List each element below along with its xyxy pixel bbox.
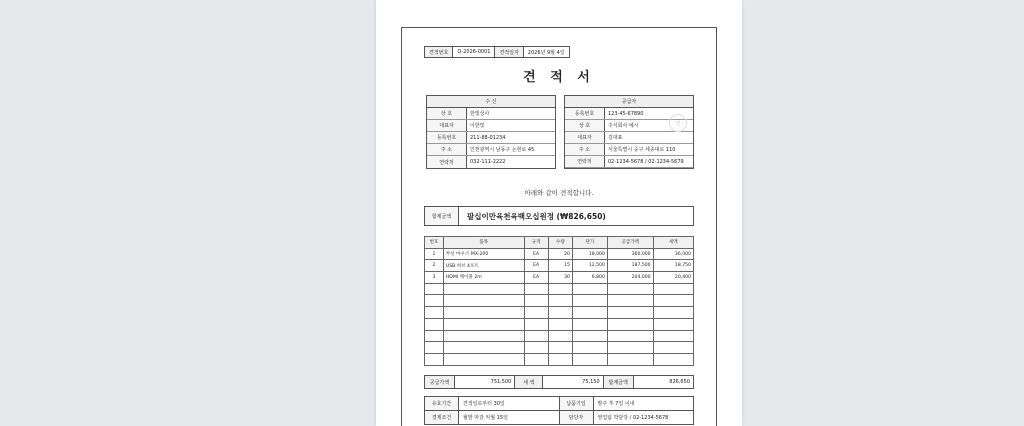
contact-label: 담당자 — [560, 411, 594, 424]
document-page — [376, 0, 742, 426]
field-label: 주 소 — [427, 144, 467, 155]
field-value: 김대표 — [608, 135, 623, 141]
table-row — [425, 307, 694, 319]
table-cell: 36,000 — [653, 248, 693, 260]
table-row — [425, 295, 694, 307]
field-value: 주식회사 예시 — [608, 123, 639, 129]
quote-date: 2026년 9월 4일 — [527, 49, 565, 56]
supplier-box — [564, 95, 694, 169]
col-header: 공급가액 — [607, 237, 653, 249]
table-cell — [425, 342, 444, 354]
field-value: 서울특별시 중구 세종대로 110 — [608, 147, 676, 153]
table-cell: 3 — [425, 272, 444, 284]
table-cell — [653, 353, 693, 365]
table-cell — [572, 330, 607, 342]
field-label: 상 호 — [565, 120, 605, 131]
table-row — [425, 318, 694, 330]
table-cell: 무선 마우스 MX-200 — [443, 248, 524, 260]
company-seal-icon: 인 — [669, 114, 687, 132]
table-cell — [548, 342, 572, 354]
table-cell: 15 — [548, 260, 572, 272]
table-cell — [548, 295, 572, 307]
table-row — [425, 353, 694, 365]
field-value: 02-1234-5678 / 02-1234-5679 — [608, 158, 684, 165]
table-cell — [524, 295, 548, 307]
recipient-heading: 수 신 — [427, 96, 555, 108]
table-cell — [425, 307, 444, 319]
quotation-form — [401, 27, 717, 426]
table-cell — [443, 342, 524, 354]
table-cell — [653, 295, 693, 307]
table-cell: 18,000 — [572, 248, 607, 260]
field-label: 대표자 — [565, 132, 605, 143]
items-body — [425, 248, 694, 365]
col-header: 단가 — [572, 237, 607, 249]
table-cell: 187,500 — [607, 260, 653, 272]
supplier-heading: 공급자 — [565, 96, 693, 108]
table-cell — [607, 330, 653, 342]
document-title: 견 적 서 — [523, 70, 595, 85]
field-label: 대표자 — [427, 120, 467, 131]
field-label: 연락처 — [565, 156, 605, 167]
table-row — [425, 283, 694, 295]
field-label: 주 소 — [565, 144, 605, 155]
table-cell — [524, 318, 548, 330]
table-cell: 30 — [548, 272, 572, 284]
quote-notice: 아래와 같이 견적합니다. — [524, 189, 594, 197]
table-cell — [607, 353, 653, 365]
table-cell: 204,000 — [607, 272, 653, 284]
table-cell — [524, 307, 548, 319]
recipient-row — [427, 120, 555, 132]
validity-label: 유효기간 — [425, 397, 459, 410]
supplier-row — [565, 156, 693, 168]
table-row — [425, 248, 694, 260]
table-cell — [524, 342, 548, 354]
table-cell: 12,500 — [572, 260, 607, 272]
recipient-box — [426, 95, 556, 169]
table-cell — [425, 283, 444, 295]
table-cell — [443, 330, 524, 342]
field-value: 211-88-01234 — [470, 134, 506, 141]
validity-value: 견적일로부터 30일 — [459, 397, 560, 410]
table-cell — [548, 283, 572, 295]
table-cell: EA — [524, 272, 548, 284]
table-cell — [443, 318, 524, 330]
recipient-row — [427, 132, 555, 144]
table-cell — [548, 330, 572, 342]
table-row — [425, 342, 694, 354]
table-cell — [425, 353, 444, 365]
total-amount-value: 팔십이만육천육백오십원정 (₩826,650) — [467, 211, 606, 221]
table-cell — [653, 307, 693, 319]
payment-label: 결제조건 — [425, 411, 459, 424]
table-cell — [425, 318, 444, 330]
field-label: 상 호 — [427, 108, 467, 119]
terms-row — [425, 397, 693, 411]
field-label: 등록번호 — [565, 108, 605, 119]
table-cell — [443, 353, 524, 365]
tax-value: 75,150 — [543, 376, 603, 388]
table-header-row — [425, 237, 694, 249]
table-cell — [425, 295, 444, 307]
col-header: 수량 — [548, 237, 572, 249]
supplier-row — [565, 132, 693, 144]
table-cell — [572, 318, 607, 330]
table-cell: 18,750 — [653, 260, 693, 272]
table-cell — [607, 295, 653, 307]
recipient-row — [427, 108, 555, 120]
total-amount-label: 합계금액 — [425, 207, 459, 225]
table-cell — [653, 330, 693, 342]
tax-label: 세 액 — [515, 376, 543, 388]
table-cell — [425, 330, 444, 342]
table-cell — [607, 342, 653, 354]
table-cell — [443, 295, 524, 307]
sum-total-label: 합계금액 — [604, 376, 634, 388]
table-cell — [572, 353, 607, 365]
terms-box — [424, 396, 694, 425]
table-cell: 1 — [425, 248, 444, 260]
table-cell: 360,000 — [607, 248, 653, 260]
table-cell: 2 — [425, 260, 444, 272]
table-cell: 20,400 — [653, 272, 693, 284]
quote-number-label: 견적번호 — [425, 47, 453, 57]
table-cell — [607, 318, 653, 330]
table-row — [425, 272, 694, 284]
table-row — [425, 260, 694, 272]
table-cell — [548, 353, 572, 365]
table-cell: EA — [524, 260, 548, 272]
table-cell — [548, 318, 572, 330]
table-cell — [572, 307, 607, 319]
items-table — [424, 236, 694, 366]
table-row — [425, 330, 694, 342]
table-cell: 20 — [548, 248, 572, 260]
table-cell — [572, 295, 607, 307]
col-header: 규격 — [524, 237, 548, 249]
table-cell — [572, 283, 607, 295]
total-amount-box — [424, 206, 694, 226]
table-cell — [653, 283, 693, 295]
supplier-row — [565, 144, 693, 156]
table-cell — [524, 283, 548, 295]
supply-value: 751,500 — [455, 376, 515, 388]
field-value: 032-111-2222 — [470, 159, 506, 165]
field-value: 이한빛 — [470, 123, 485, 129]
field-value: 인천광역시 남동구 논현로 45 — [470, 147, 535, 153]
sum-total-value: 826,650 — [669, 379, 690, 385]
quote-date-label: 견적일자 — [495, 47, 523, 57]
supply-label: 공급가액 — [425, 376, 455, 388]
table-cell — [524, 330, 548, 342]
table-cell — [653, 318, 693, 330]
table-cell — [548, 307, 572, 319]
col-header: 세액 — [653, 237, 693, 249]
table-cell — [524, 353, 548, 365]
recipient-row — [427, 144, 555, 156]
table-cell: USB 허브 4포트 — [443, 260, 524, 272]
recipient-row — [427, 156, 555, 168]
table-cell: EA — [524, 248, 548, 260]
quote-number: Q-2026-0001 — [453, 47, 495, 57]
payment-value: 월말 마감 익월 15일 — [459, 411, 560, 424]
table-cell — [607, 307, 653, 319]
delivery-value: 발주 후 7일 이내 — [597, 401, 635, 407]
table-cell — [443, 307, 524, 319]
table-cell: HDMI 케이블 2m — [443, 272, 524, 284]
table-cell — [572, 342, 607, 354]
col-header: 품목 — [443, 237, 524, 249]
field-label: 연락처 — [427, 156, 467, 168]
delivery-label: 납품기일 — [560, 397, 594, 410]
table-cell — [607, 283, 653, 295]
col-header: 번호 — [425, 237, 444, 249]
field-value: 한빛상사 — [470, 111, 490, 117]
field-label: 등록번호 — [427, 132, 467, 143]
contact-value: 영업팀 박담당 / 02-1234-5678 — [597, 415, 669, 421]
table-cell: 6,800 — [572, 272, 607, 284]
table-cell — [443, 283, 524, 295]
table-cell — [653, 342, 693, 354]
quote-meta — [424, 46, 570, 58]
summary-row — [424, 375, 694, 389]
terms-row — [425, 411, 693, 425]
field-value: 123-45-67890 — [608, 110, 644, 117]
